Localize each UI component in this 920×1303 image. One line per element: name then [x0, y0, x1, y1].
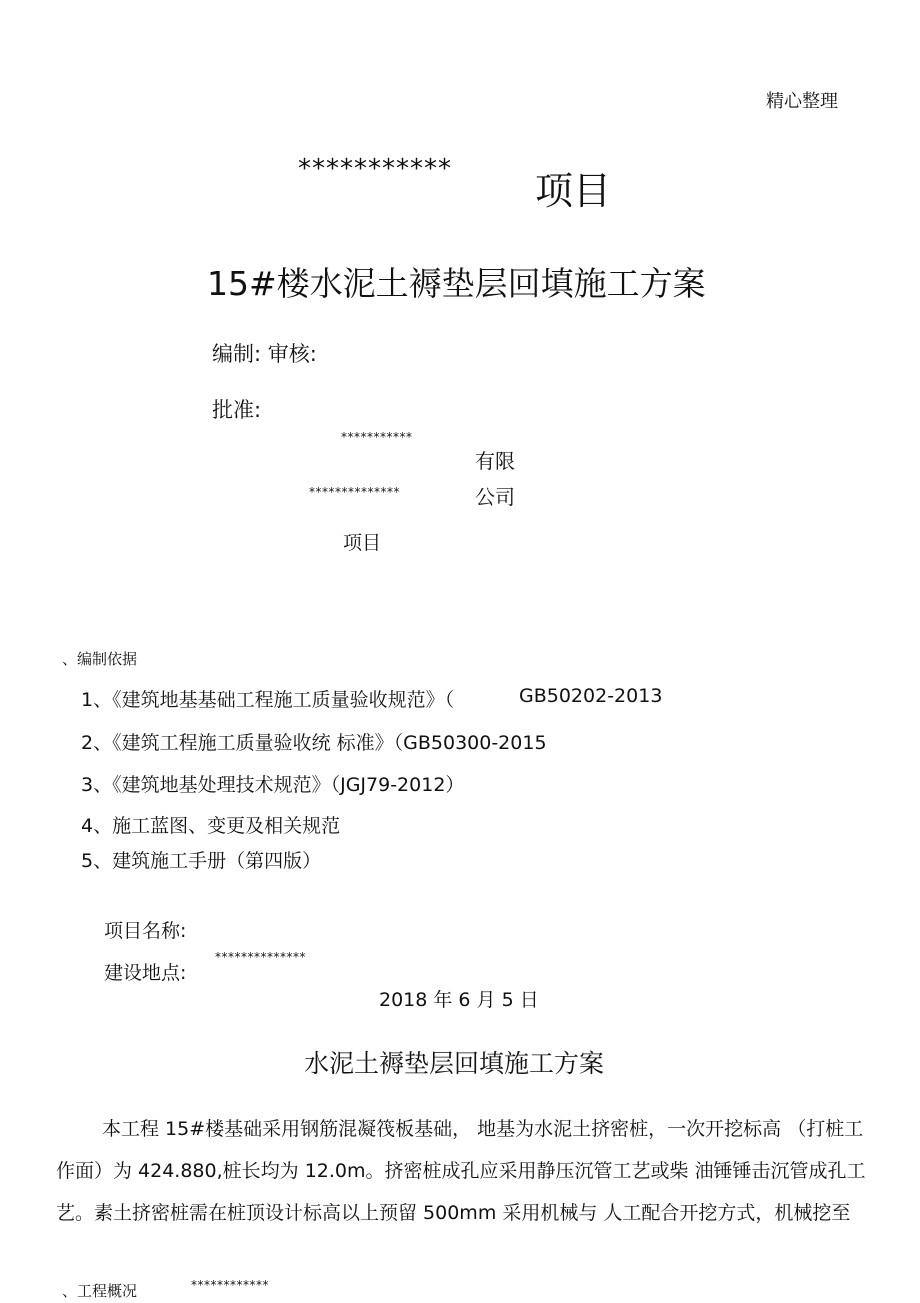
basis-item-1: [81, 685, 663, 712]
project-label: 项目: [535, 169, 612, 213]
overview-masked: ************: [191, 1278, 269, 1292]
basis-item-3: 3、《建筑地基处理技术规范》（JGJ79-2012）: [81, 774, 465, 796]
company-name-masked-2: **************: [309, 485, 400, 499]
section-title: 水泥土褥垫层回填施工方案: [304, 1049, 605, 1078]
basis-item-1-text: 1、《建筑地基基础工程施工质量验收规范》（: [81, 689, 455, 711]
company-part-youxian: 有限: [475, 449, 515, 473]
paragraph-line-3: 艺。素土挤密桩需在桩顶设计标高以上预留 500mm 采用机械与 人工配合开挖方式，机械挖至: [56, 1202, 851, 1224]
basis-item-4: 4、施工蓝图、变更及相关规范: [81, 815, 341, 837]
section-heading-overview: 、工程概况: [62, 1282, 138, 1300]
sign-line-editor-reviewer: 编制: 审核:: [212, 342, 317, 366]
basis-item-5: 5、建筑施工手册（第四版）: [81, 850, 322, 872]
project-small-label: 项目: [343, 532, 382, 554]
paragraph-line-2: 作面）为 424.880,桩长均为 12.0m。挤密桩成孔应采用静压沉管工艺或柴 油锤锤击沉管成孔工: [56, 1160, 866, 1182]
paragraph-line-1: 本工程 15#楼基础采用钢筋混凝筏板基础， 地基为水泥土挤密桩，一次开挖标高 （打桩工: [102, 1118, 864, 1140]
project-name-label: 项目名称:: [104, 920, 187, 942]
document-title: 15#楼水泥土褥垫层回填施工方案: [207, 264, 706, 303]
company-name-masked-1: ***********: [341, 430, 413, 444]
company-part-gongsi: 公司: [475, 485, 515, 509]
section-heading-basis: 、编制依据: [62, 650, 138, 668]
basis-item-1-code: GB50202-2013: [519, 685, 663, 707]
location-masked: **************: [215, 950, 306, 964]
project-name-masked: ***********: [298, 154, 452, 184]
sign-line-approver: 批准:: [212, 398, 262, 422]
document-date: 2018 年 6 月 5 日: [379, 989, 539, 1011]
location-label: 建设地点:: [104, 962, 187, 984]
header-note: 精心整理: [766, 91, 838, 112]
basis-item-2: 2、《建筑工程施工质量验收统 标准》（GB50300-2015: [81, 732, 547, 754]
